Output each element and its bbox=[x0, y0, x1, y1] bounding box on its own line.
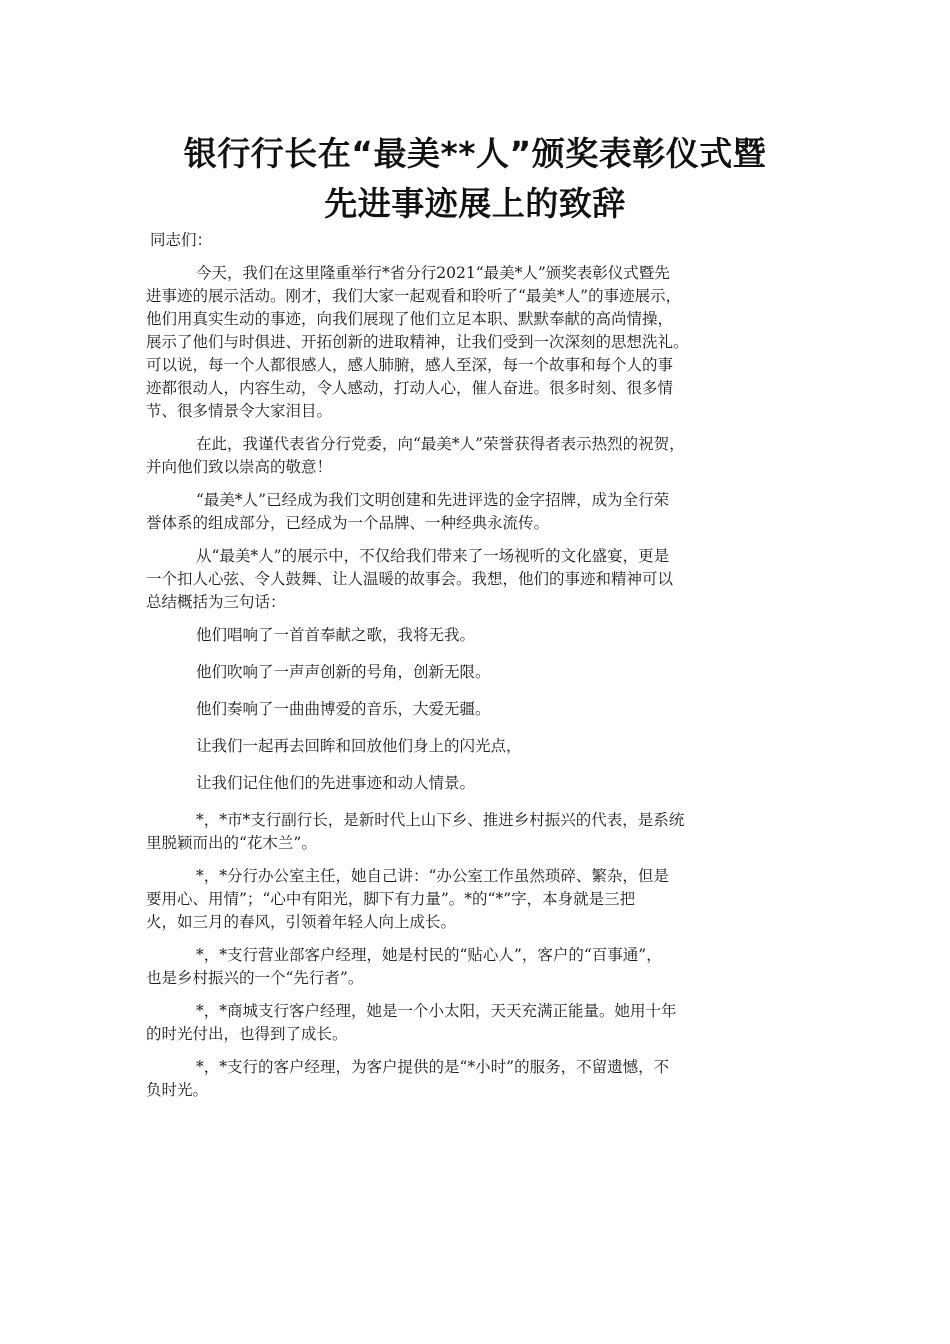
salutation: 同志们： bbox=[150, 231, 213, 249]
paragraph: 他们唱响了一首首奉献之歌，我将无我。 bbox=[196, 626, 476, 644]
paragraph: 今天，我们在这里隆重举行*省分行2021“最美*人”颁奖表彰仪式暨先 进事迹的展示活动。刚才，我们大家一起观看和聆听了“最美*人”的事迹展示， 他们用真实生动的事迹，向我们展现了他们立足本职、默默奉献的高尚情操， 展示了他们与时俱进、开拓创新的进取精神，让我们受到一次深刻的思想洗礼。 可以说，每一个人都很感人，感人肺腑，感人至深，每一个故事和每个人的事 迹都很动人，内容生动，令人感动，打动人心，催人奋进。很多时刻、很多情 节、很多情景令大家泪目。 bbox=[146, 264, 689, 420]
paragraph: 让我们记住他们的先进事迹和动人情景。 bbox=[196, 774, 476, 792]
paragraph: *，*分行办公室主任，她自己讲：“办公室工作虽然琐碎、繁杂，但是 要用心、用情”；“心中有阳光，脚下有力量”。*的“*”字，本身就是三把 火，如三月的春风，引领着年轻人向上成长。 bbox=[146, 867, 669, 931]
document-title-line-1: 银行行长在“最美**人”颁奖表彰仪式暨 bbox=[183, 134, 767, 173]
paragraph: 他们吹响了一声声创新的号角，创新无限。 bbox=[196, 663, 491, 681]
paragraph: *，*商城支行客户经理，她是一个小太阳，天天充满正能量。她用十年 的时光付出，也得到了成长。 bbox=[146, 1002, 677, 1043]
paragraph: *，*市*支行副行长，是新时代上山下乡、推进乡村振兴的代表，是系统 里脱颖而出的“花木兰”。 bbox=[146, 811, 685, 852]
paragraph: 让我们一起再去回眸和回放他们身上的闪光点， bbox=[196, 737, 522, 755]
paragraph: 他们奏响了一曲曲博爱的音乐，大爱无疆。 bbox=[196, 700, 491, 718]
document-body bbox=[146, 262, 810, 1112]
paragraph: *，*支行的客户经理，为客户提供的是“*小时”的服务，不留遗憾，不 负时光。 bbox=[146, 1058, 670, 1099]
paragraph: 在此，我谨代表省分行党委，向“最美*人”荣誉获得者表示热烈的祝贺， 并向他们致以崇高的敬意！ bbox=[146, 435, 685, 476]
paragraph: 从“最美*人”的展示中，不仅给我们带来了一场视听的文化盛宴，更是 一个扣人心弦、令人鼓舞、让人温暖的故事会。我想，他们的事迹和精神可以 总结概括为三句话： bbox=[146, 547, 674, 611]
document-title-line-2: 先进事迹展上的致辞 bbox=[324, 184, 626, 223]
paragraph: “最美*人”已经成为我们文明创建和先进评选的金字招牌，成为全行荣 誉体系的组成部分，已经成为一个品牌、一种经典永流传。 bbox=[146, 491, 670, 532]
paragraph: *，*支行营业部客户经理，她是村民的“贴心人”，客户的“百事通”， 也是乡村振兴的一个“先行者”。 bbox=[146, 946, 662, 987]
